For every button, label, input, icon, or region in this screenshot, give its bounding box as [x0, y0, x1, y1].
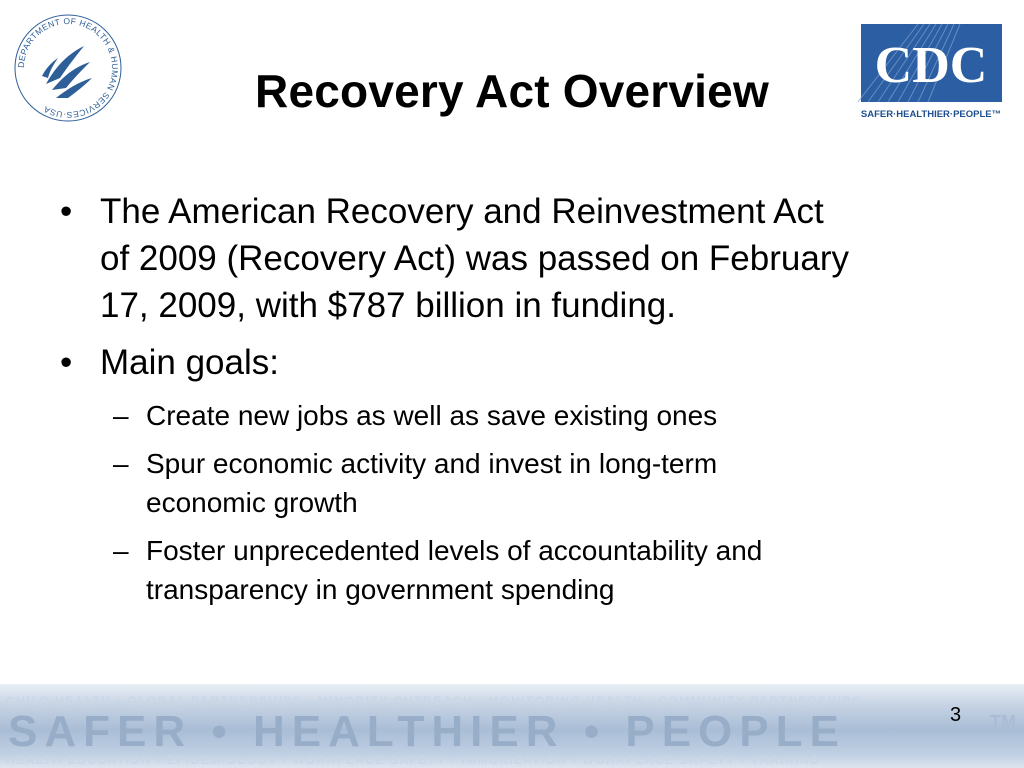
sub-bullet-dash: –: [113, 535, 129, 566]
bullet-text-line: Main goals:: [100, 343, 279, 382]
bullet-text-line: 17, 2009, with $787 billion in funding.: [100, 286, 676, 325]
footer-tm: TM: [990, 712, 1016, 732]
cdc-logo-text: CDC: [874, 37, 988, 94]
cdc-tagline: SAFER·HEALTHIER·PEOPLE™: [860, 109, 1002, 120]
sub-bullet-text-line: transparency in government spending: [146, 574, 615, 605]
footer-bottom-text: HEALTH EDUCATION • EPIDEMIOLOGY • WORKPLACE SAFETY • IMMUNIZATION • WORKPLACE SAFETY • TRAINING: [6, 753, 821, 767]
bullet-item: [60, 188, 980, 329]
sub-bullet-dash: –: [113, 448, 129, 479]
sub-bullet-item: [60, 531, 980, 609]
bullet-dot: •: [60, 192, 73, 231]
slide-title: Recovery Act Overview: [255, 65, 769, 117]
sub-bullet-dash: –: [113, 400, 129, 431]
footer-top-text: CHILD HEALTH • GLOBAL PARTNERSHIPS • MINORITY OUTREACH • MONITORING HEALTH • COMMUNITY PARTNERSHIPS: [6, 694, 862, 708]
bullet-text-line: The American Recovery and Reinvestment Act: [100, 192, 824, 231]
sub-bullet-text-line: Foster unprecedented levels of accountability and: [146, 535, 763, 566]
bullet-text-line: of 2009 (Recovery Act) was passed on February: [100, 239, 849, 278]
bullet-dot: •: [60, 343, 73, 382]
sub-bullet-text-line: economic growth: [146, 487, 358, 518]
sub-bullet-item: [60, 444, 980, 522]
footer-banner: [0, 684, 1024, 768]
sub-bullet-text-line: Spur economic activity and invest in long-term: [146, 448, 718, 479]
footer-main-text: SAFER • HEALTHIER • PEOPLE: [8, 707, 846, 756]
hhs-ring-text: DEPARTMENT OF HEALTH & HUMAN SERVICES·USA: [15, 15, 121, 121]
slide-number: 3: [950, 704, 962, 726]
bullet-item: [60, 339, 980, 386]
sub-bullet-item: [60, 396, 980, 435]
bullet-list: [60, 188, 980, 618]
sub-bullet-text-line: Create new jobs as well as save existing ones: [146, 400, 718, 431]
